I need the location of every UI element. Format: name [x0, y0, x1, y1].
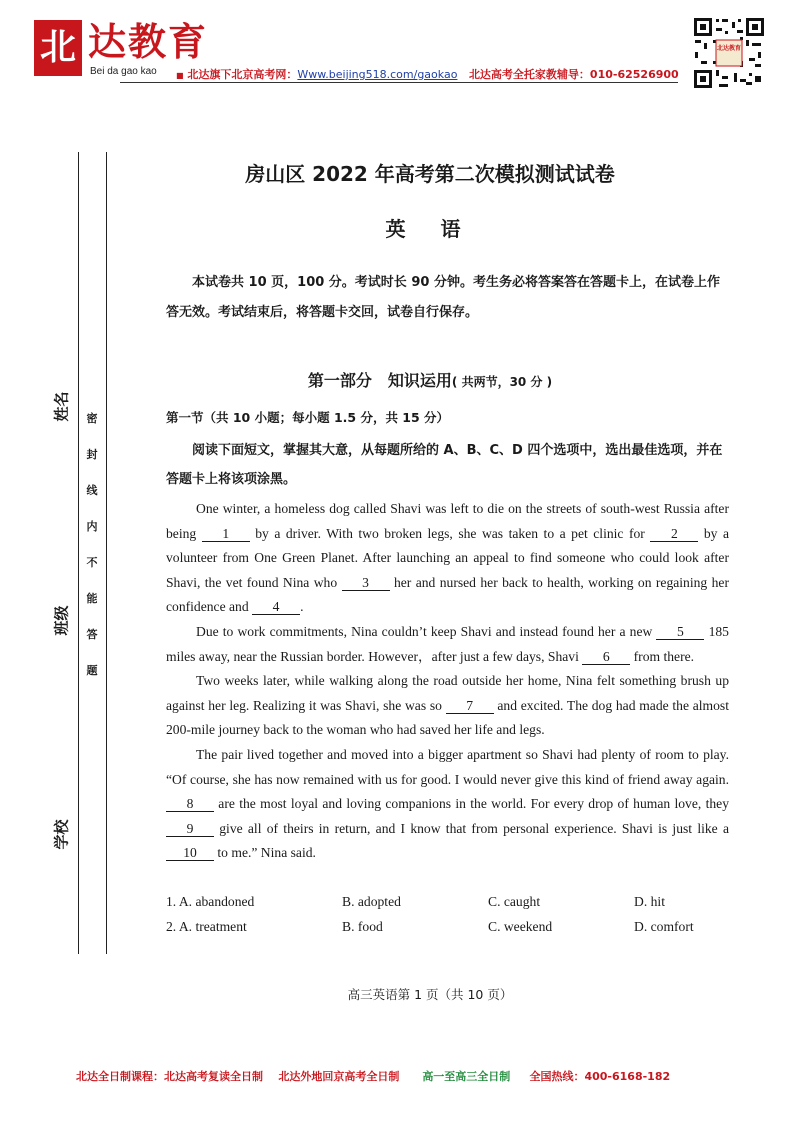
option-row — [166, 915, 732, 940]
qr-code — [692, 16, 766, 90]
passage-paragraph: The pair lived together and moved into a bigger apartment so Shavi had plenty of room to play. “Of course, she has now remained with us for good. I would never give this kind of friend away again. 8 are the most loyal and loving companions in the world. For every drop of human love, they 9 give all of theirs in return, and I know that from personal experience. Shavi is just like a 10 to me.” Nina said. — [166, 746, 729, 861]
bottom-advert — [76, 1068, 670, 1084]
logo-name: 达教育 — [88, 19, 209, 64]
option-a: 2. A. treatment — [166, 918, 247, 934]
blank-10: 10 — [166, 846, 214, 861]
name-field-label: 姓名 — [52, 391, 71, 422]
class-field-label: 班级 — [52, 605, 71, 636]
binding-line-inner — [106, 152, 107, 954]
ad-course: 北达全日制课程：北达高考复读全日制 — [76, 1070, 263, 1083]
cloze-passage — [166, 497, 729, 866]
seal-char: 封 — [86, 448, 98, 461]
option-d: D. comfort — [634, 918, 694, 934]
seal-char: 不 — [86, 556, 98, 569]
blank-9: 9 — [166, 822, 214, 837]
seal-char: 内 — [86, 520, 98, 533]
option-row — [166, 890, 732, 915]
exam-title: 房山区 2022 年高考第二次模拟测试试卷 — [245, 162, 615, 186]
seal-char: 题 — [86, 664, 98, 677]
blank-3: 3 — [342, 576, 390, 591]
seal-char: 答 — [86, 628, 98, 641]
seal-char: 线 — [86, 484, 98, 497]
logo-pinyin: Bei da gao kao — [90, 66, 157, 77]
page-number: 高三英语第 1 页（共 10 页） — [347, 987, 513, 1002]
part-note: ( 共两节，30 分 ) — [451, 375, 553, 389]
section-heading: 第一节（共 10 小题；每小题 1.5 分，共 15 分） — [166, 410, 450, 425]
binding-line-outer — [78, 152, 79, 954]
option-c: C. caught — [488, 894, 541, 909]
section-directions: 阅读下面短文，掌握其大意，从每题所给的 A、B、C、D 四个选项中，选出最佳选项，并在答题卡上将该项涂黑。 — [166, 443, 723, 487]
qr-center-label: 北达教育 — [716, 45, 741, 52]
blank-2: 2 — [650, 527, 698, 542]
blank-4: 4 — [252, 600, 300, 615]
part-title: 第一部分 知识运用 — [307, 371, 452, 390]
exam-subject: 英 语 — [385, 217, 475, 241]
seal-char: 密 — [86, 412, 98, 425]
header-prefix: 北达旗下北京高考网： — [187, 68, 298, 81]
option-b: B. adopted — [342, 894, 401, 909]
exam-notice: 本试卷共 10 页，100 分。考试时长 90 分钟。考生务必将答案答在答题卡上，在试卷上作答无效。考试结束后，将答题卡交回，试卷自行保存。 — [166, 275, 720, 320]
seal-char: 能 — [86, 592, 98, 605]
answer-options — [166, 890, 732, 939]
passage-paragraph: Two weeks later, while walking along the road outside her home, Nina felt something brush up against her leg. Realizing it was Shavi, she was so 7 and excited. The dog had made the almost 200-mile journey back to the woman who had saved her life and legs. — [166, 673, 729, 738]
passage-paragraph: Due to work commitments, Nina couldn’t keep Shavi and instead found her a new 5 185 miles away, near the Russian border. However，after just a few days, Shavi 6 from there. — [166, 623, 729, 664]
header-url-link[interactable]: Www.beijing518.com/gaokao — [297, 68, 458, 81]
blank-8: 8 — [166, 797, 214, 812]
option-c: C. weekend — [488, 918, 553, 934]
ad-grades: 高一至高三全日制 — [422, 1070, 511, 1083]
blank-1: 1 — [202, 527, 250, 542]
option-a: 1. A. abandoned — [166, 894, 255, 909]
option-b: B. food — [342, 918, 383, 934]
ad-return: 北达外地回京高考全日制 — [278, 1070, 400, 1083]
blank-6: 6 — [582, 650, 630, 665]
passage-paragraph: One winter, a homeless dog called Shavi was left to die on the streets of south-west Russia after being 1 by a driver. With two broken legs, she was taken to a pet clinic for 2 by a volunteer from One Green Planet. After launching an appeal to find someone who could look after Shavi, the vet found Nina who 3 her and nursed her back to health, working on regaining her confidence and 4 . — [166, 501, 729, 615]
header-banner — [176, 66, 679, 82]
header-tutoring-phone: 北达高考全托家教辅导：010-62526900 — [468, 68, 679, 81]
ad-hotline: 全国热线：400-6168-182 — [529, 1070, 671, 1083]
option-d: D. hit — [634, 894, 665, 909]
blank-5: 5 — [656, 625, 704, 640]
header-divider — [120, 82, 678, 83]
school-field-label: 学校 — [52, 819, 71, 850]
square-bullet-icon: ■ — [176, 71, 184, 80]
blank-7: 7 — [446, 699, 494, 714]
logo-mark: 北 — [34, 20, 82, 76]
part-heading — [110, 368, 750, 391]
